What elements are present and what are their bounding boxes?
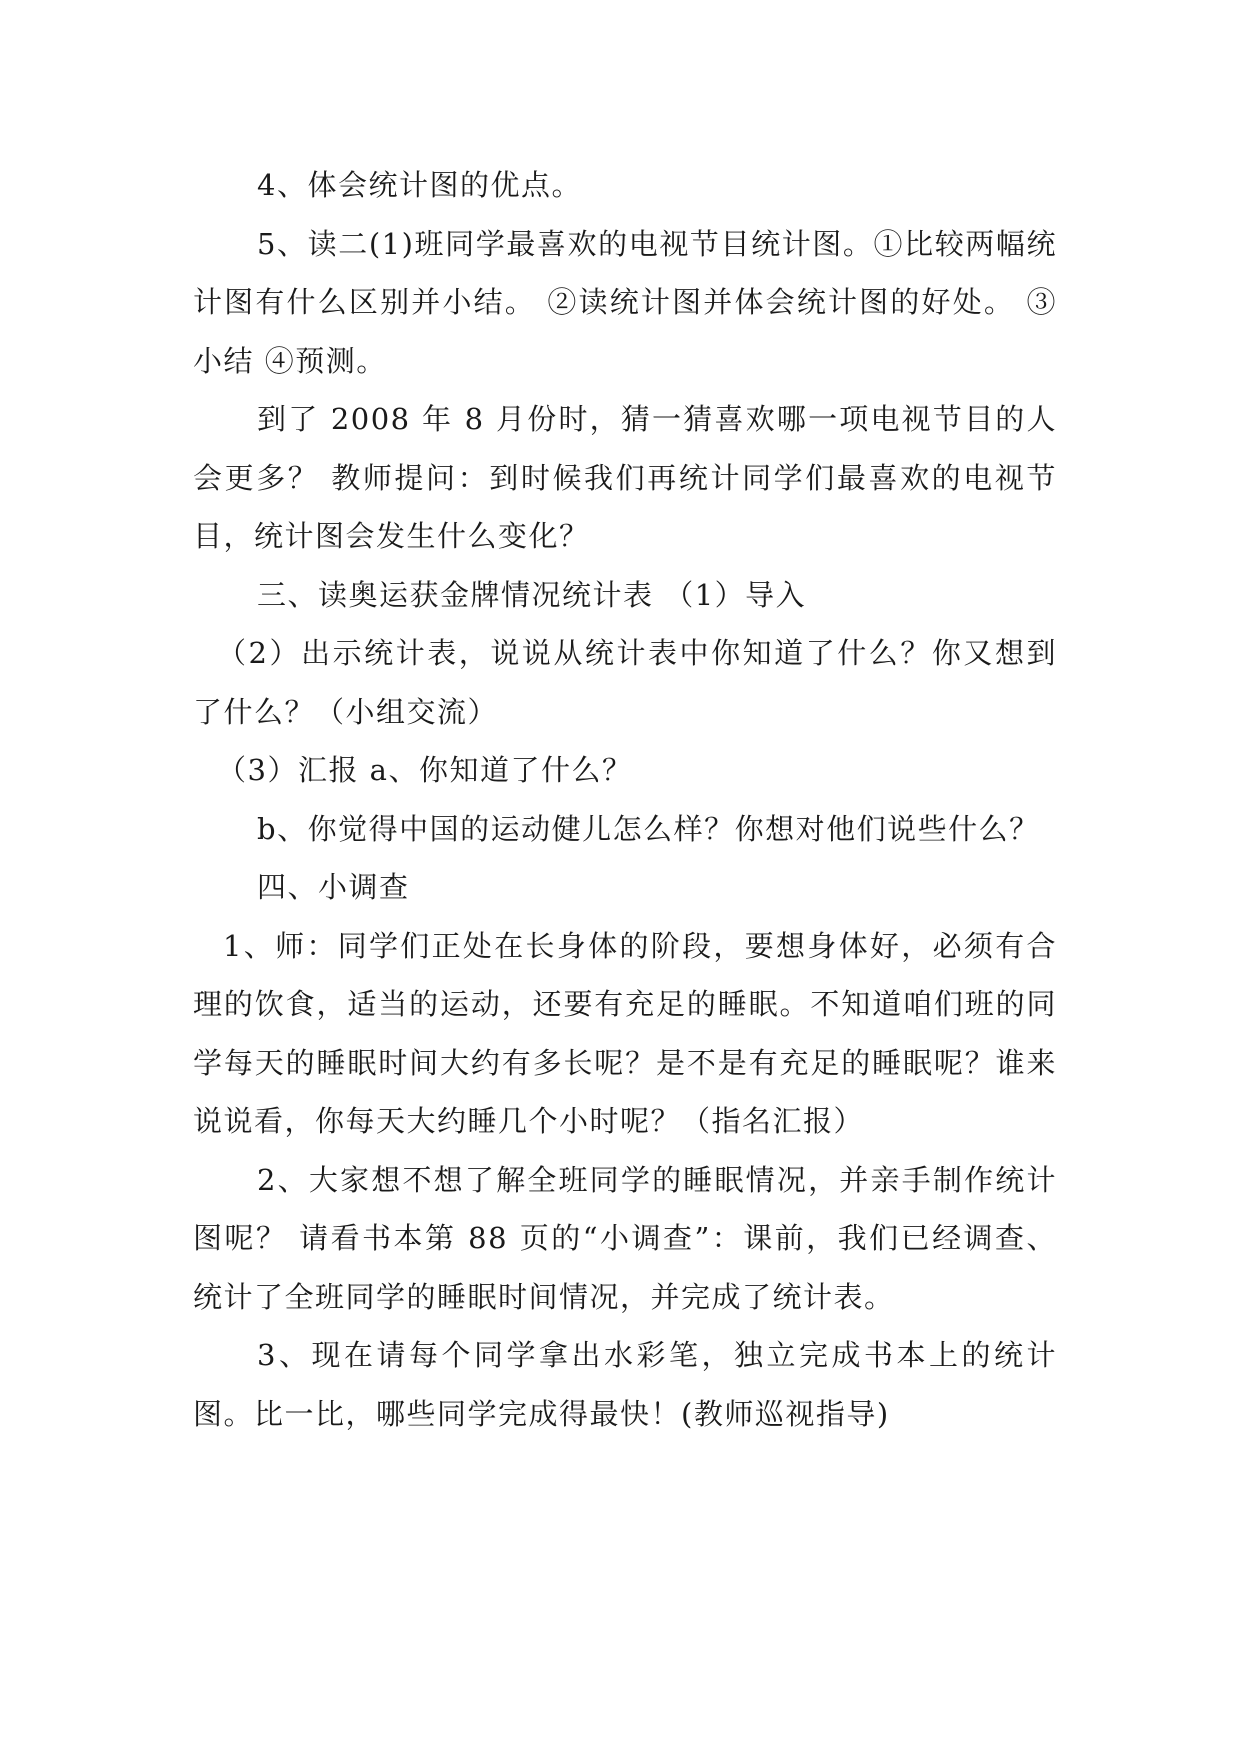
paragraph-step-b: b、你觉得中国的运动健儿怎么样？你想对他们说些什么？: [257, 811, 1040, 846]
paragraph-step-2: （2）出示统计表，说说从统计表中你知道了什么？你又想到了什么？（小组交流）: [193, 636, 1057, 729]
paragraph-point-4: 4、体会统计图的优点。: [257, 168, 582, 202]
document-body: [193, 156, 1057, 1443]
section-heading-three: 三、读奥运获金牌情况统计表 （1）导入: [257, 577, 807, 612]
paragraph-survey-1: 1、师：同学们正处在长身体的阶段，要想身体好，必须有合理的饮食，适当的运动，还要有充足的睡眠。不知道咱们班的同学每天的睡眠时间大约有多长呢？是不是有充足的睡眠呢？谁来说说看，你每天大约睡几个小时呢？（指名汇报）: [193, 928, 1057, 1138]
paragraph-prediction: 到了 2008 年 8 月份时，猜一猜喜欢哪一项电视节目的人会更多？ 教师提问：到时候我们再统计同学们最喜欢的电视节目，统计图会发生什么变化？: [193, 402, 1057, 553]
paragraph-step-3: （3）汇报 a、你知道了什么？: [217, 753, 633, 787]
section-heading-four: 四、小调查: [257, 870, 410, 904]
paragraph-survey-3: 3、现在请每个同学拿出水彩笔，独立完成书本上的统计图。比一比，哪些同学完成得最快！(教师巡视指导): [193, 1338, 1057, 1431]
paragraph-survey-2: 2、大家想不想了解全班同学的睡眠情况，并亲手制作统计图呢？ 请看书本第 88 页的“小调查”：课前，我们已经调查、统计了全班同学的睡眠时间情况，并完成了统计表。: [193, 1162, 1057, 1314]
paragraph-point-5: 5、读二(1)班同学最喜欢的电视节目统计图。①比较两幅统计图有什么区别并小结。 ②读统计图并体会统计图的好处。 ③小结 ④预测。: [193, 226, 1057, 378]
